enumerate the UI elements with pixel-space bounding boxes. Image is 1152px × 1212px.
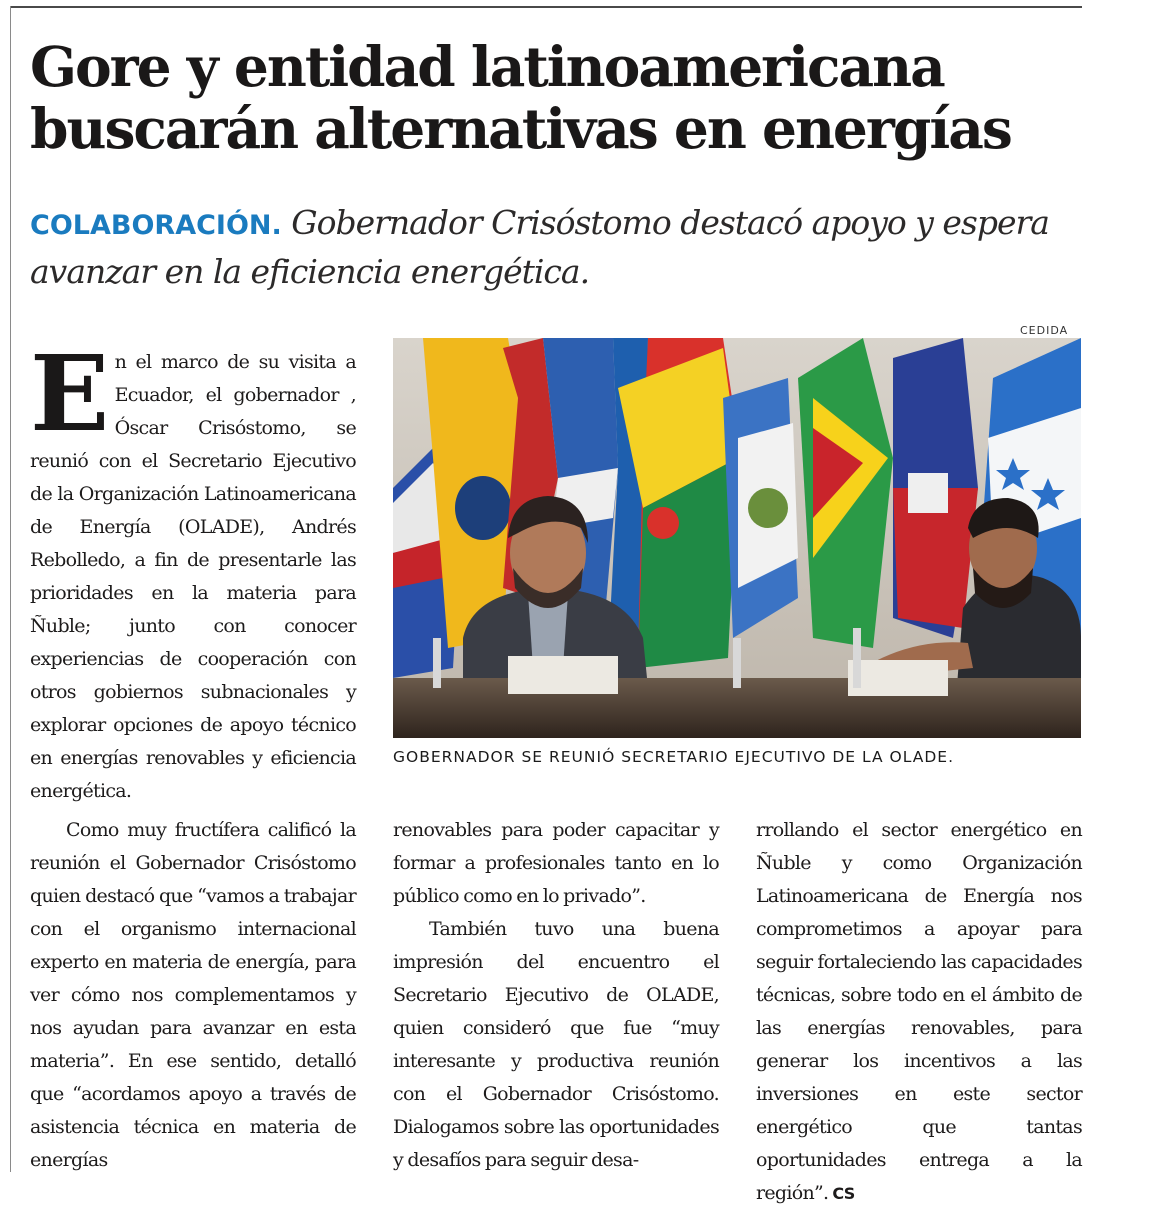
photo-credit: CEDIDA bbox=[1020, 324, 1069, 337]
paragraph-3-continued bbox=[756, 814, 1082, 1210]
subhead bbox=[30, 200, 1090, 295]
paragraph-3: También tuvo una buena impresión del encuentro el Secretario Ejecutivo de OLADE, quien consideró que fue “muy interesante y productiva reunión con el Gobernador Crisóstomo. Dialogamos sobre las oportunidades y desafíos para seguir desa- bbox=[393, 918, 719, 1171]
photo-caption: GOBERNADOR SE REUNIÓ SECRETARIO EJECUTIVO DE LA OLADE. bbox=[393, 748, 955, 766]
paragraph-3-continued-text: rrollando el sector energético en Ñuble y como Organización Latinoamericana de Energía nos comprometimos a apoyar para seguir fortaleciendo las capacidades técnicas, sobre todo en el ámbito de las energías renovables, para generar los incentivos a las inversiones en este sector energético que tantas oportunidades entrega a la región”. bbox=[756, 819, 1082, 1204]
photo-illustration bbox=[393, 338, 1081, 738]
article-column-1-bottom bbox=[30, 814, 356, 1177]
top-rule bbox=[10, 6, 1082, 8]
news-photo bbox=[393, 338, 1081, 738]
article-column-2 bbox=[393, 814, 719, 1177]
article-column-3 bbox=[756, 814, 1082, 1210]
article-column-1-top bbox=[30, 332, 356, 808]
paragraph-1-text: n el marco de su visita a Ecuador, el gobernador , Óscar Crisóstomo, se reunió con el Secretario Ejecutivo de la Organización Latinoamericana de Energía (OLADE), Andrés Rebolledo, a fin de presentarle las prioridades en la materia para Ñuble; junto con conocer experiencias de cooperación con otros gobiernos subnacionales y explorar opciones de apoyo técnico en energías renovables y eficiencia energética. bbox=[30, 351, 356, 802]
headline: Gore y entidad latinoamericana buscarán alternativas en energías bbox=[30, 34, 1011, 161]
end-mark: CS bbox=[832, 1184, 855, 1203]
side-rule bbox=[10, 6, 11, 1172]
drop-cap: E bbox=[30, 332, 109, 455]
paragraph-2: Como muy fructífera calificó la reunión el Gobernador Crisóstomo quien destacó que “vamos a trabajar con el organismo internacional experto en materia de energía, para ver cómo nos complementamos y nos ayudan para avanzar en esta materia”. En ese sentido, detalló que “acordamos apoyo a través de asistencia técnica en materia de energías bbox=[30, 819, 356, 1171]
subhead-kicker: COLABORACIÓN. bbox=[30, 210, 282, 241]
subhead-text: Gobernador Crisóstomo destacó apoyo y espera avanzar en la eficiencia energética. bbox=[30, 203, 1049, 291]
paragraph-2-continued: renovables para poder capacitar y formar a profesionales tanto en lo público como en lo privado”. bbox=[393, 819, 719, 907]
paragraph-1 bbox=[30, 332, 356, 808]
